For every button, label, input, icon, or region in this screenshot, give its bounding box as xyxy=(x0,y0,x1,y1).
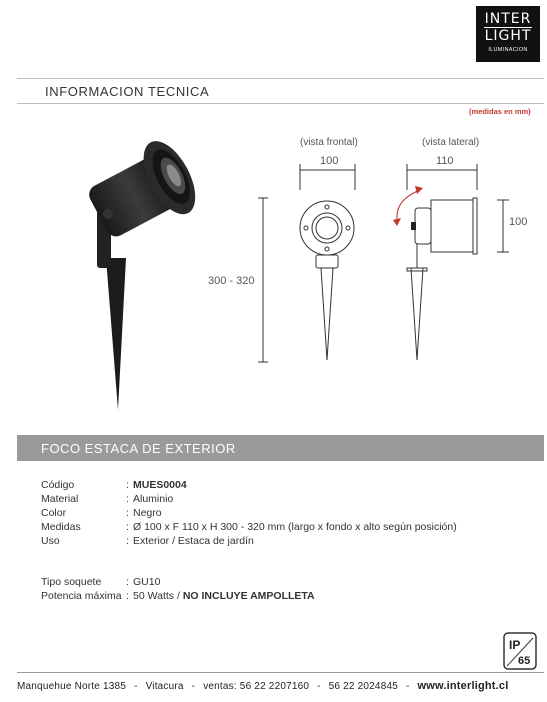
footer-separator: - xyxy=(134,681,138,692)
spec-key: Uso xyxy=(41,535,60,547)
spec-colon: : xyxy=(126,479,129,491)
logo-tagline: ILUMINACION xyxy=(488,47,528,53)
spec-colon: : xyxy=(126,535,129,547)
footer-rule xyxy=(17,672,544,673)
spec-value-code: MUES0004 xyxy=(133,479,187,491)
spec-key: Material xyxy=(41,493,79,505)
spec-value-watts: 50 Watts / xyxy=(133,590,180,602)
footer-address: Manquehue Norte 1385 xyxy=(17,681,127,692)
spec-colon: : xyxy=(126,493,129,505)
footer-contact xyxy=(17,680,508,692)
spec-list-electrical xyxy=(0,575,547,605)
spec-key: Tipo soquete xyxy=(41,576,102,588)
spec-colon: : xyxy=(126,507,129,519)
footer-separator: - xyxy=(191,681,196,692)
spec-key: Potencia máxima xyxy=(41,590,122,602)
spec-row-color xyxy=(0,506,547,520)
spec-key: Color xyxy=(41,507,67,519)
spec-list xyxy=(0,478,547,558)
footer-separator: - xyxy=(317,681,321,692)
product-title-band xyxy=(17,435,544,461)
front-width-dim: 100 xyxy=(320,155,339,167)
spec-colon: : xyxy=(126,521,129,533)
spec-row-power xyxy=(0,589,547,603)
spec-row-material xyxy=(0,492,547,506)
side-width-dim: 110 xyxy=(436,155,454,167)
spec-colon: : xyxy=(126,576,129,588)
footer-phone: 56 22 2024845 xyxy=(328,681,398,692)
spec-row-use xyxy=(0,534,547,548)
ip65-badge xyxy=(503,632,537,670)
header-top-rule xyxy=(17,78,544,79)
spec-value: Ø 100 x F 110 x H 300 - 320 mm (largo x fondo x alto según posición) xyxy=(133,521,457,533)
footer-sales-phone: ventas: 56 22 2207160 xyxy=(203,681,310,692)
header-bottom-rule xyxy=(17,103,544,104)
spec-value: Aluminio xyxy=(133,493,174,505)
brand-logo xyxy=(476,6,540,62)
ip-label: IP xyxy=(509,638,521,652)
product-title: FOCO ESTACA DE EXTERIOR xyxy=(41,441,236,456)
ip-rating: 65 xyxy=(518,655,531,667)
spec-colon: : xyxy=(126,590,129,602)
spec-value: Negro xyxy=(133,507,162,519)
side-view-label: (vista lateral) xyxy=(422,137,480,148)
units-note: (medidas en mm) xyxy=(469,107,531,116)
spec-row-dimensions xyxy=(0,520,547,534)
section-title-technical: INFORMACION TECNICA xyxy=(45,84,210,99)
spec-key: Código xyxy=(41,479,75,491)
footer-city: Vitacura xyxy=(145,681,184,692)
front-view-label: (vista frontal) xyxy=(300,137,358,148)
spec-value-power xyxy=(133,589,315,603)
spec-value: Exterior / Estaca de jardín xyxy=(133,535,254,547)
spec-key: Medidas xyxy=(41,521,81,533)
product-photo xyxy=(70,118,220,413)
spec-value-note: NO INCLUYE AMPOLLETA xyxy=(182,590,315,602)
spec-row-code xyxy=(0,478,547,492)
technical-drawing xyxy=(255,160,515,370)
total-height-dim: 300 - 320 xyxy=(208,275,255,287)
spec-row-socket xyxy=(0,575,547,589)
footer-website-link[interactable]: www.interlight.cl xyxy=(417,680,509,692)
logo-line-1: INTER xyxy=(484,11,532,27)
footer-separator: - xyxy=(405,681,410,692)
side-height-dim: 100 xyxy=(509,216,528,228)
logo-line-2: LIGHT xyxy=(484,28,532,44)
spec-value: GU10 xyxy=(133,576,161,588)
